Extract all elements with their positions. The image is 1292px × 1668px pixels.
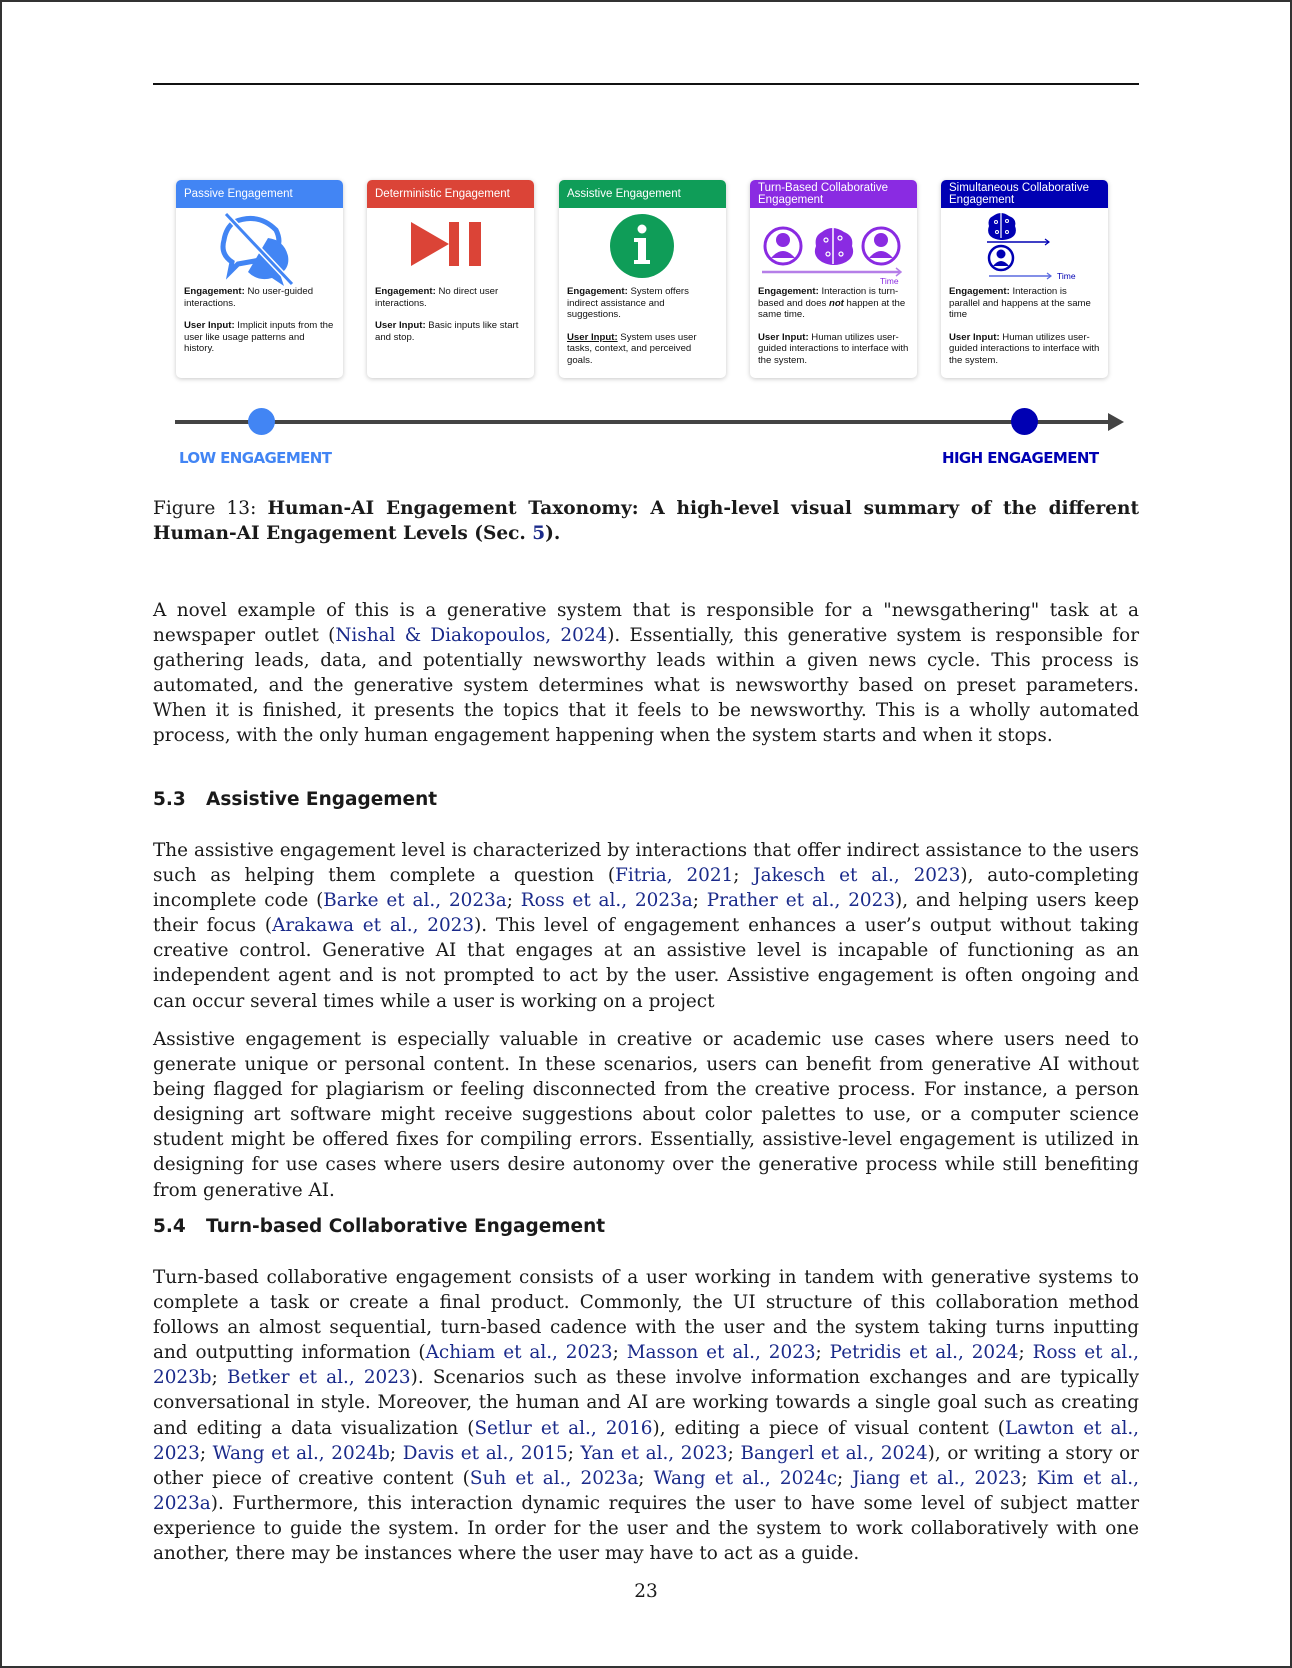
user-icon — [989, 246, 1013, 270]
user-icon — [863, 228, 899, 264]
text: ; — [211, 1367, 227, 1389]
engagement-text: System offers indirect assistance and suggestions. — [567, 286, 689, 321]
engagement-text: Interaction is parallel and happens at the same time — [949, 286, 1091, 321]
caption-title: Human-AI Engagement Taxonomy: A high-level visual summary of the different Human-AI Engagement Levels (Sec. — [153, 498, 1139, 544]
user-input-text: Human utilizes user-guided interactions to interface with the system. — [949, 331, 1100, 366]
card-simultaneous-collaborative-engagement — [941, 180, 1108, 378]
citation-link[interactable]: Achiam et al., 2023 — [425, 1342, 613, 1364]
svg-text:Time: Time — [1057, 271, 1076, 281]
citation-link[interactable]: Prather et al., 2023 — [706, 890, 896, 912]
citation-link[interactable]: Yan et al., 2023 — [580, 1442, 728, 1464]
text: ), or writing a story or other piece of creative content ( — [153, 1442, 1139, 1489]
citation-link[interactable]: Petridis et al., 2024 — [829, 1342, 1019, 1364]
citation-link[interactable]: Arakawa et al., 2023 — [272, 915, 475, 937]
engagement-text: happen at the same time. — [758, 297, 906, 321]
engagement-label: Engagement: — [758, 286, 819, 297]
text: ), auto-completing incomplete code ( — [153, 865, 1139, 912]
citation-link[interactable]: Wang et al., 2024b — [212, 1442, 390, 1464]
engagement-label: Engagement: — [567, 286, 628, 297]
citation-link[interactable]: Kim et al., 2023a — [153, 1467, 1139, 1514]
section-link[interactable]: 5 — [532, 523, 546, 544]
figure-engagement-taxonomy — [153, 170, 1139, 480]
text: ; — [506, 890, 521, 912]
engagement-label: Engagement: — [184, 286, 245, 297]
engagement-text: No user-guided interactions. — [184, 286, 314, 309]
text: ), and helping users keep their focus ( — [153, 890, 1140, 937]
engagement-label: Engagement: — [949, 286, 1010, 297]
citation-link[interactable]: Lawton et al., 2023 — [153, 1417, 1140, 1464]
user-input-label: User Input: — [758, 331, 809, 343]
card-header: Simultaneous Collaborative Engagement — [941, 180, 1108, 208]
paragraph-turn-based — [153, 1265, 1139, 1566]
text: ; — [1018, 1342, 1033, 1364]
text: ). Furthermore, this interaction dynamic requires the user to have some level of subject matter experience to guide the system. In order for the user and the system to work collaboratively with one another, there may be instances where the user may have to act as a guide. — [153, 1492, 1139, 1565]
card-assistive-engagement — [559, 180, 726, 378]
user-input-label: User Input: — [184, 320, 235, 332]
text: ). This level of engagement enhances a user’s output without taking creative control. Generative AI that engages at an assistive level is incapable of functioning as an independent agent and is not prompted to act by the user. Assistive engagement is often ongoing and can occur several times while a user is working on a project — [153, 915, 1139, 1012]
user-brain-user-icon — [750, 208, 917, 286]
text: ; — [199, 1442, 213, 1464]
figure-caption — [153, 496, 1139, 546]
caption-punct: ). — [545, 523, 561, 544]
user-input-text: Basic inputs like start and stop. — [375, 320, 519, 343]
arrow-right-icon — [1108, 413, 1124, 431]
svg-text:Time: Time — [880, 276, 899, 286]
citation-link[interactable]: Jiang et al., 2023 — [852, 1467, 1022, 1489]
engagement-axis-line — [175, 420, 1110, 424]
citation-link[interactable]: Barke et al., 2023a — [323, 890, 507, 912]
citation-link[interactable]: Bangerl et al., 2024 — [740, 1442, 928, 1464]
text: ), editing a piece of visual content ( — [652, 1417, 1005, 1439]
user-input-text: Implicit inputs from the user like usage patterns and history. — [184, 320, 334, 355]
user-input-label: User Input: — [375, 320, 426, 332]
user-icon — [765, 228, 801, 264]
text: ). Essentially, this generative system is responsible for gathering leads, data, and potentially newsworthy leads within a given news cycle. This process is automated, and the generative system determines what is newsworthy based on preset parameters. When it is finished, it presents the topics that it feels to be newsworthy. This is a wholly automated process, with the only human engagement happening when the system starts and when it stops. — [153, 625, 1140, 747]
paragraph-assistive-1 — [153, 838, 1139, 1014]
section-number: 5.4 — [153, 1216, 186, 1237]
user-input-text: Human utilizes user-guided interactions to interface with the system. — [758, 331, 909, 366]
figure-label: Figure 13: — [153, 498, 268, 519]
card-body — [941, 286, 1108, 367]
text: ; — [638, 1467, 654, 1489]
high-engagement-marker — [1011, 408, 1038, 435]
text: ; — [837, 1467, 853, 1489]
text: ; — [612, 1342, 627, 1364]
text: ; — [733, 865, 754, 887]
no-chat-icon — [176, 208, 343, 286]
text: ; — [389, 1442, 403, 1464]
citation-link[interactable]: Suh et al., 2023a — [469, 1467, 639, 1489]
high-engagement-label: HIGH ENGAGEMENT — [942, 449, 1099, 467]
brain-icon — [988, 213, 1016, 240]
section-number: 5.3 — [153, 789, 186, 810]
play-pause-icon — [367, 208, 534, 286]
citation-link[interactable]: Betker et al., 2023 — [226, 1367, 411, 1389]
engagement-text: Interaction is turn-based and does — [758, 286, 899, 309]
text: A novel example of this is a generative system that is responsible for a "newsgathering" task at a newspaper outlet ( — [153, 600, 1139, 647]
info-icon — [559, 208, 726, 286]
paragraph-assistive-2: Assistive engagement is especially valuable in creative or academic use cases where users need to generate unique or personal content. In these scenarios, users can benefit from generative AI without being flagged for plagiarism or feeling disconnected from the creative process. For instance, a person designing art software might receive suggestions about color palettes to use, or a computer science student might be offered fixes for compiling errors. Essentially, assistive-level engagement is utilized in designing for use cases where users desire autonomy over the generative process while still benefiting from generative AI. — [153, 1029, 1139, 1201]
section-heading-5-4 — [153, 1216, 605, 1237]
citation-link[interactable]: Wang et al., 2024c — [653, 1467, 837, 1489]
card-header: Passive Engagement — [176, 180, 343, 208]
card-body — [367, 286, 534, 343]
card-passive-engagement — [176, 180, 343, 378]
citation-link[interactable]: Fitria, 2021 — [615, 865, 734, 887]
text: ; — [1021, 1467, 1037, 1489]
citation-link[interactable]: Jakesch et al., 2023 — [753, 865, 961, 887]
citation-link[interactable]: Nishal & Diakopoulos, 2024 — [335, 625, 608, 647]
card-deterministic-engagement — [367, 180, 534, 378]
brain-icon — [815, 228, 853, 265]
section-title: Turn-based Collaborative Engagement — [206, 1216, 606, 1237]
parallel-brain-user-icon — [941, 208, 1108, 286]
text: The assistive engagement level is characterized by interactions that offer indirect assistance to the users such as helping them complete a question ( — [153, 840, 1139, 887]
paragraph-newsgathering — [153, 598, 1139, 749]
card-body — [559, 286, 726, 367]
engagement-emphasis: not — [828, 297, 844, 309]
user-input-label: User Input: — [949, 331, 1000, 343]
text: ; — [727, 1442, 741, 1464]
user-input-label: User Input: — [567, 331, 618, 343]
text: Turn-based collaborative engagement consists of a user working in tandem with generative systems to complete a task or create a final product. Commonly, the UI structure of this collaboration method follows an almost sequential, turn-based cadence with the user and the system taking turns inputting and outputting information ( — [153, 1267, 1139, 1364]
card-turn-based-collaborative-engagement — [750, 180, 917, 378]
card-body — [750, 286, 917, 367]
engagement-label: Engagement: — [375, 286, 436, 297]
card-header: Turn-Based Collaborative Engagement — [750, 180, 917, 208]
low-engagement-marker — [248, 408, 275, 435]
text: ; — [692, 890, 707, 912]
text: ; — [567, 1442, 581, 1464]
card-header: Assistive Engagement — [559, 180, 726, 208]
header-rule — [153, 83, 1139, 85]
citation-link[interactable]: Ross et al., 2023b — [153, 1342, 1139, 1389]
engagement-text: No direct user interactions. — [375, 286, 499, 309]
citation-link[interactable]: Masson et al., 2023 — [626, 1342, 816, 1364]
text: ; — [815, 1342, 830, 1364]
card-body — [176, 286, 343, 355]
citation-link[interactable]: Ross et al., 2023a — [520, 890, 693, 912]
low-engagement-label: LOW ENGAGEMENT — [179, 449, 332, 467]
user-input-text: System uses user tasks, context, and perceived goals. — [567, 331, 697, 366]
section-heading-5-3 — [153, 789, 437, 810]
section-title: Assistive Engagement — [206, 789, 438, 810]
text: ). Scenarios such as these involve information exchanges and are typically conversational in style. Moreover, the human and AI are working towards a single goal such as creating and editing a data visualization ( — [153, 1367, 1139, 1439]
citation-link[interactable]: Davis et al., 2015 — [402, 1442, 568, 1464]
citation-link[interactable]: Setlur et al., 2016 — [474, 1417, 653, 1439]
page-number: 23 — [634, 1581, 658, 1602]
card-header: Deterministic Engagement — [367, 180, 534, 208]
